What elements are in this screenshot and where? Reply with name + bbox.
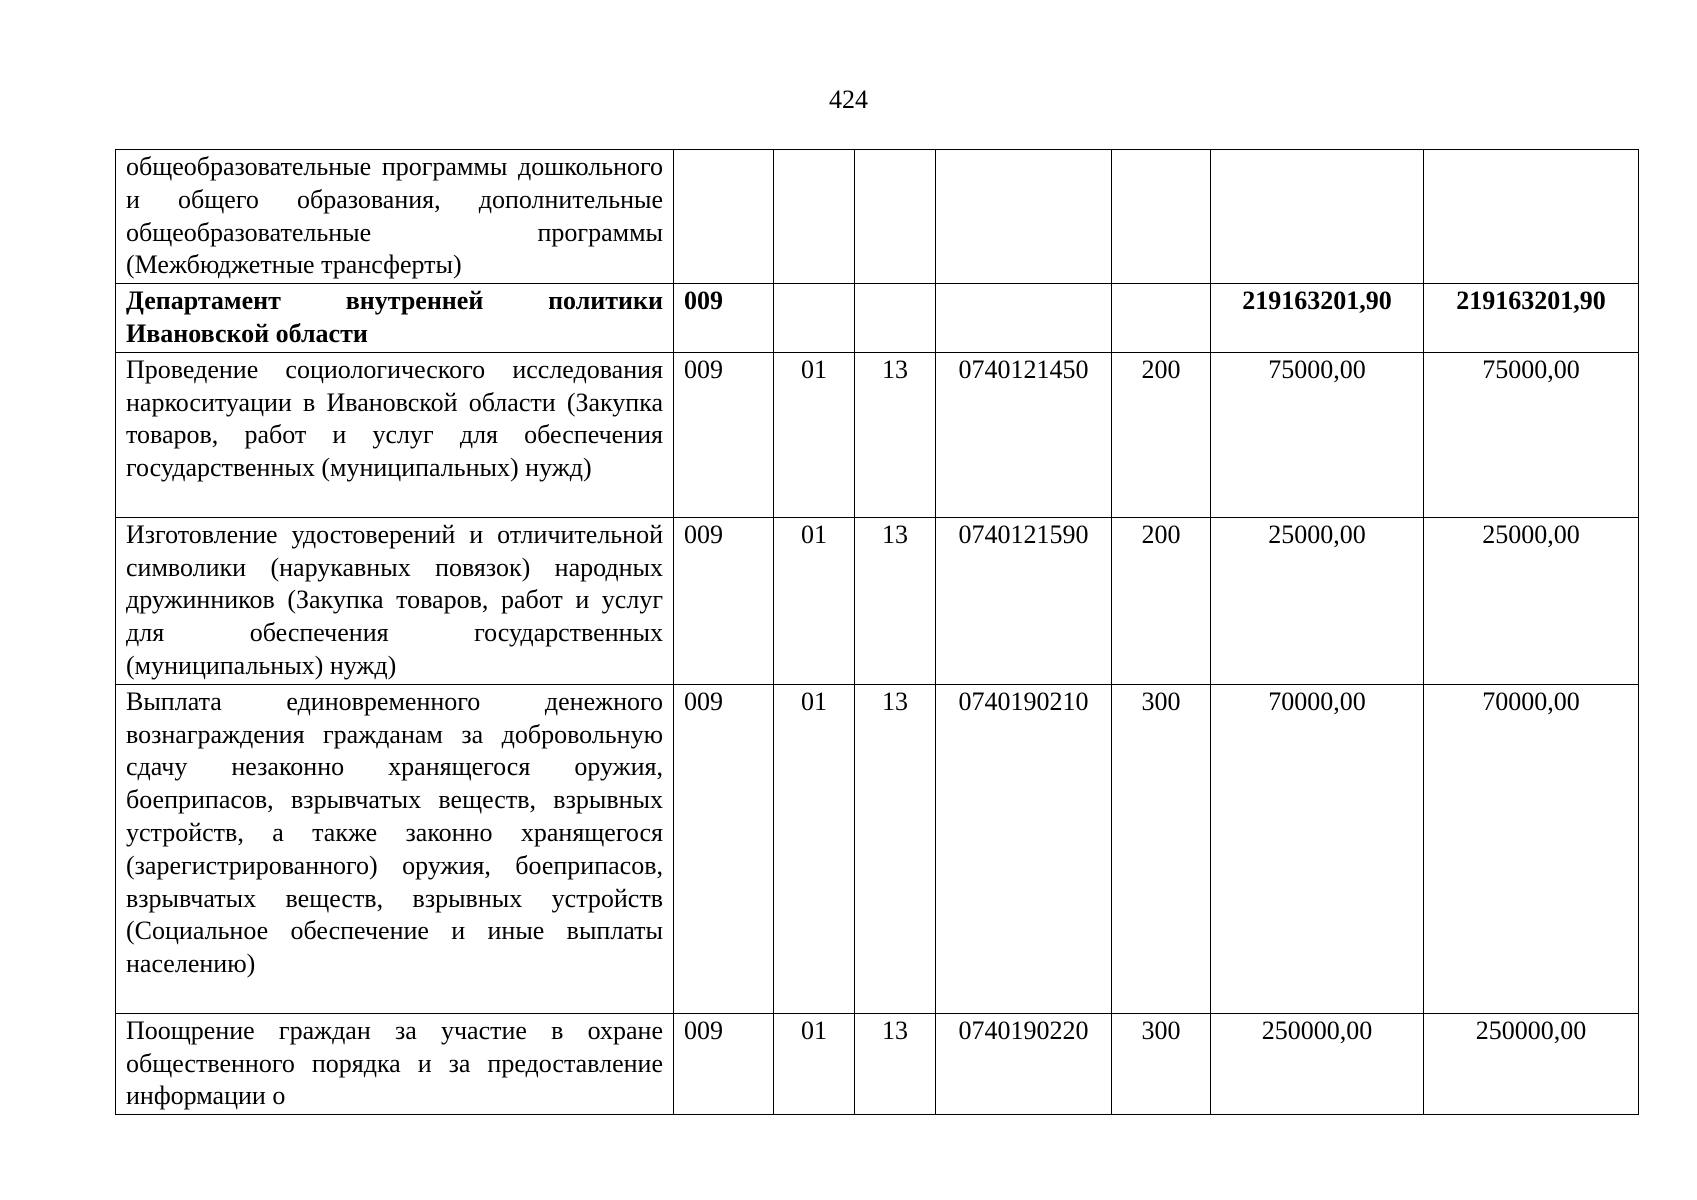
row-description: Департамент внутренней политики Ивановской области	[116, 284, 674, 353]
expense-type-code: 200	[1112, 517, 1211, 684]
row-description: Изготовление удостоверений и отличительной символики (нарукавных повязок) народных дружинников (Закупка товаров, работ и услуг для обеспечения государственных (муниципальных) нужд)	[116, 517, 674, 684]
table-row	[116, 1013, 1639, 1114]
table-row	[116, 284, 1639, 353]
amount-year-1: 250000,00	[1211, 1013, 1424, 1114]
expense-type-code: 300	[1112, 684, 1211, 1013]
subsection-code	[855, 284, 936, 353]
amount-year-2: 70000,00	[1424, 684, 1639, 1013]
expense-type-code	[1112, 284, 1211, 353]
amount-year-1: 75000,00	[1211, 352, 1424, 517]
admin-code: 009	[674, 517, 774, 684]
target-code	[936, 284, 1112, 353]
table-row	[116, 352, 1639, 517]
expense-type-code: 300	[1112, 1013, 1211, 1114]
target-code: 0740121450	[936, 352, 1112, 517]
target-code: 0740121590	[936, 517, 1112, 684]
admin-code: 009	[674, 352, 774, 517]
subsection-code: 13	[855, 684, 936, 1013]
row-description: Выплата единовременного денежного вознаграждения гражданам за добровольную сдачу незаконно хранящегося оружия, боеприпасов, взрывчатых веществ, взрывных устройств, а также законно хранящегося (зарегистрированного) оружия, боеприпасов, взрывчатых веществ, взрывных устройств (Социальное обеспечение и иные выплаты населению)	[116, 684, 674, 1013]
page-number: 424	[829, 85, 868, 114]
table-row	[116, 150, 1639, 284]
amount-year-2: 25000,00	[1424, 517, 1639, 684]
budget-table	[115, 149, 1639, 1115]
expense-type-code	[1112, 150, 1211, 284]
target-code: 0740190210	[936, 684, 1112, 1013]
row-description: Поощрение граждан за участие в охране общественного порядка и за предоставление информации о	[116, 1013, 674, 1114]
subsection-code	[855, 150, 936, 284]
section-code: 01	[774, 517, 855, 684]
table-row	[116, 684, 1639, 1013]
section-code: 01	[774, 684, 855, 1013]
target-code: 0740190220	[936, 1013, 1112, 1114]
admin-code: 009	[674, 284, 774, 353]
amount-year-1: 70000,00	[1211, 684, 1424, 1013]
expense-type-code: 200	[1112, 352, 1211, 517]
section-code: 01	[774, 1013, 855, 1114]
subsection-code: 13	[855, 352, 936, 517]
amount-year-1: 25000,00	[1211, 517, 1424, 684]
section-code	[774, 150, 855, 284]
admin-code: 009	[674, 1013, 774, 1114]
amount-year-2	[1424, 150, 1639, 284]
table-row	[116, 517, 1639, 684]
amount-year-1: 219163201,90	[1211, 284, 1424, 353]
row-description: общеобразовательные программы дошкольного и общего образования, дополнительные общеобразовательные программы (Межбюджетные трансферты)	[116, 150, 674, 284]
target-code	[936, 150, 1112, 284]
amount-year-2: 75000,00	[1424, 352, 1639, 517]
section-code	[774, 284, 855, 353]
row-description: Проведение социологического исследования наркоситуации в Ивановской области (Закупка товаров, работ и услуг для обеспечения государственных (муниципальных) нужд)	[116, 352, 674, 517]
section-code: 01	[774, 352, 855, 517]
admin-code	[674, 150, 774, 284]
amount-year-1	[1211, 150, 1424, 284]
subsection-code: 13	[855, 517, 936, 684]
admin-code: 009	[674, 684, 774, 1013]
amount-year-2: 250000,00	[1424, 1013, 1639, 1114]
amount-year-2: 219163201,90	[1424, 284, 1639, 353]
subsection-code: 13	[855, 1013, 936, 1114]
